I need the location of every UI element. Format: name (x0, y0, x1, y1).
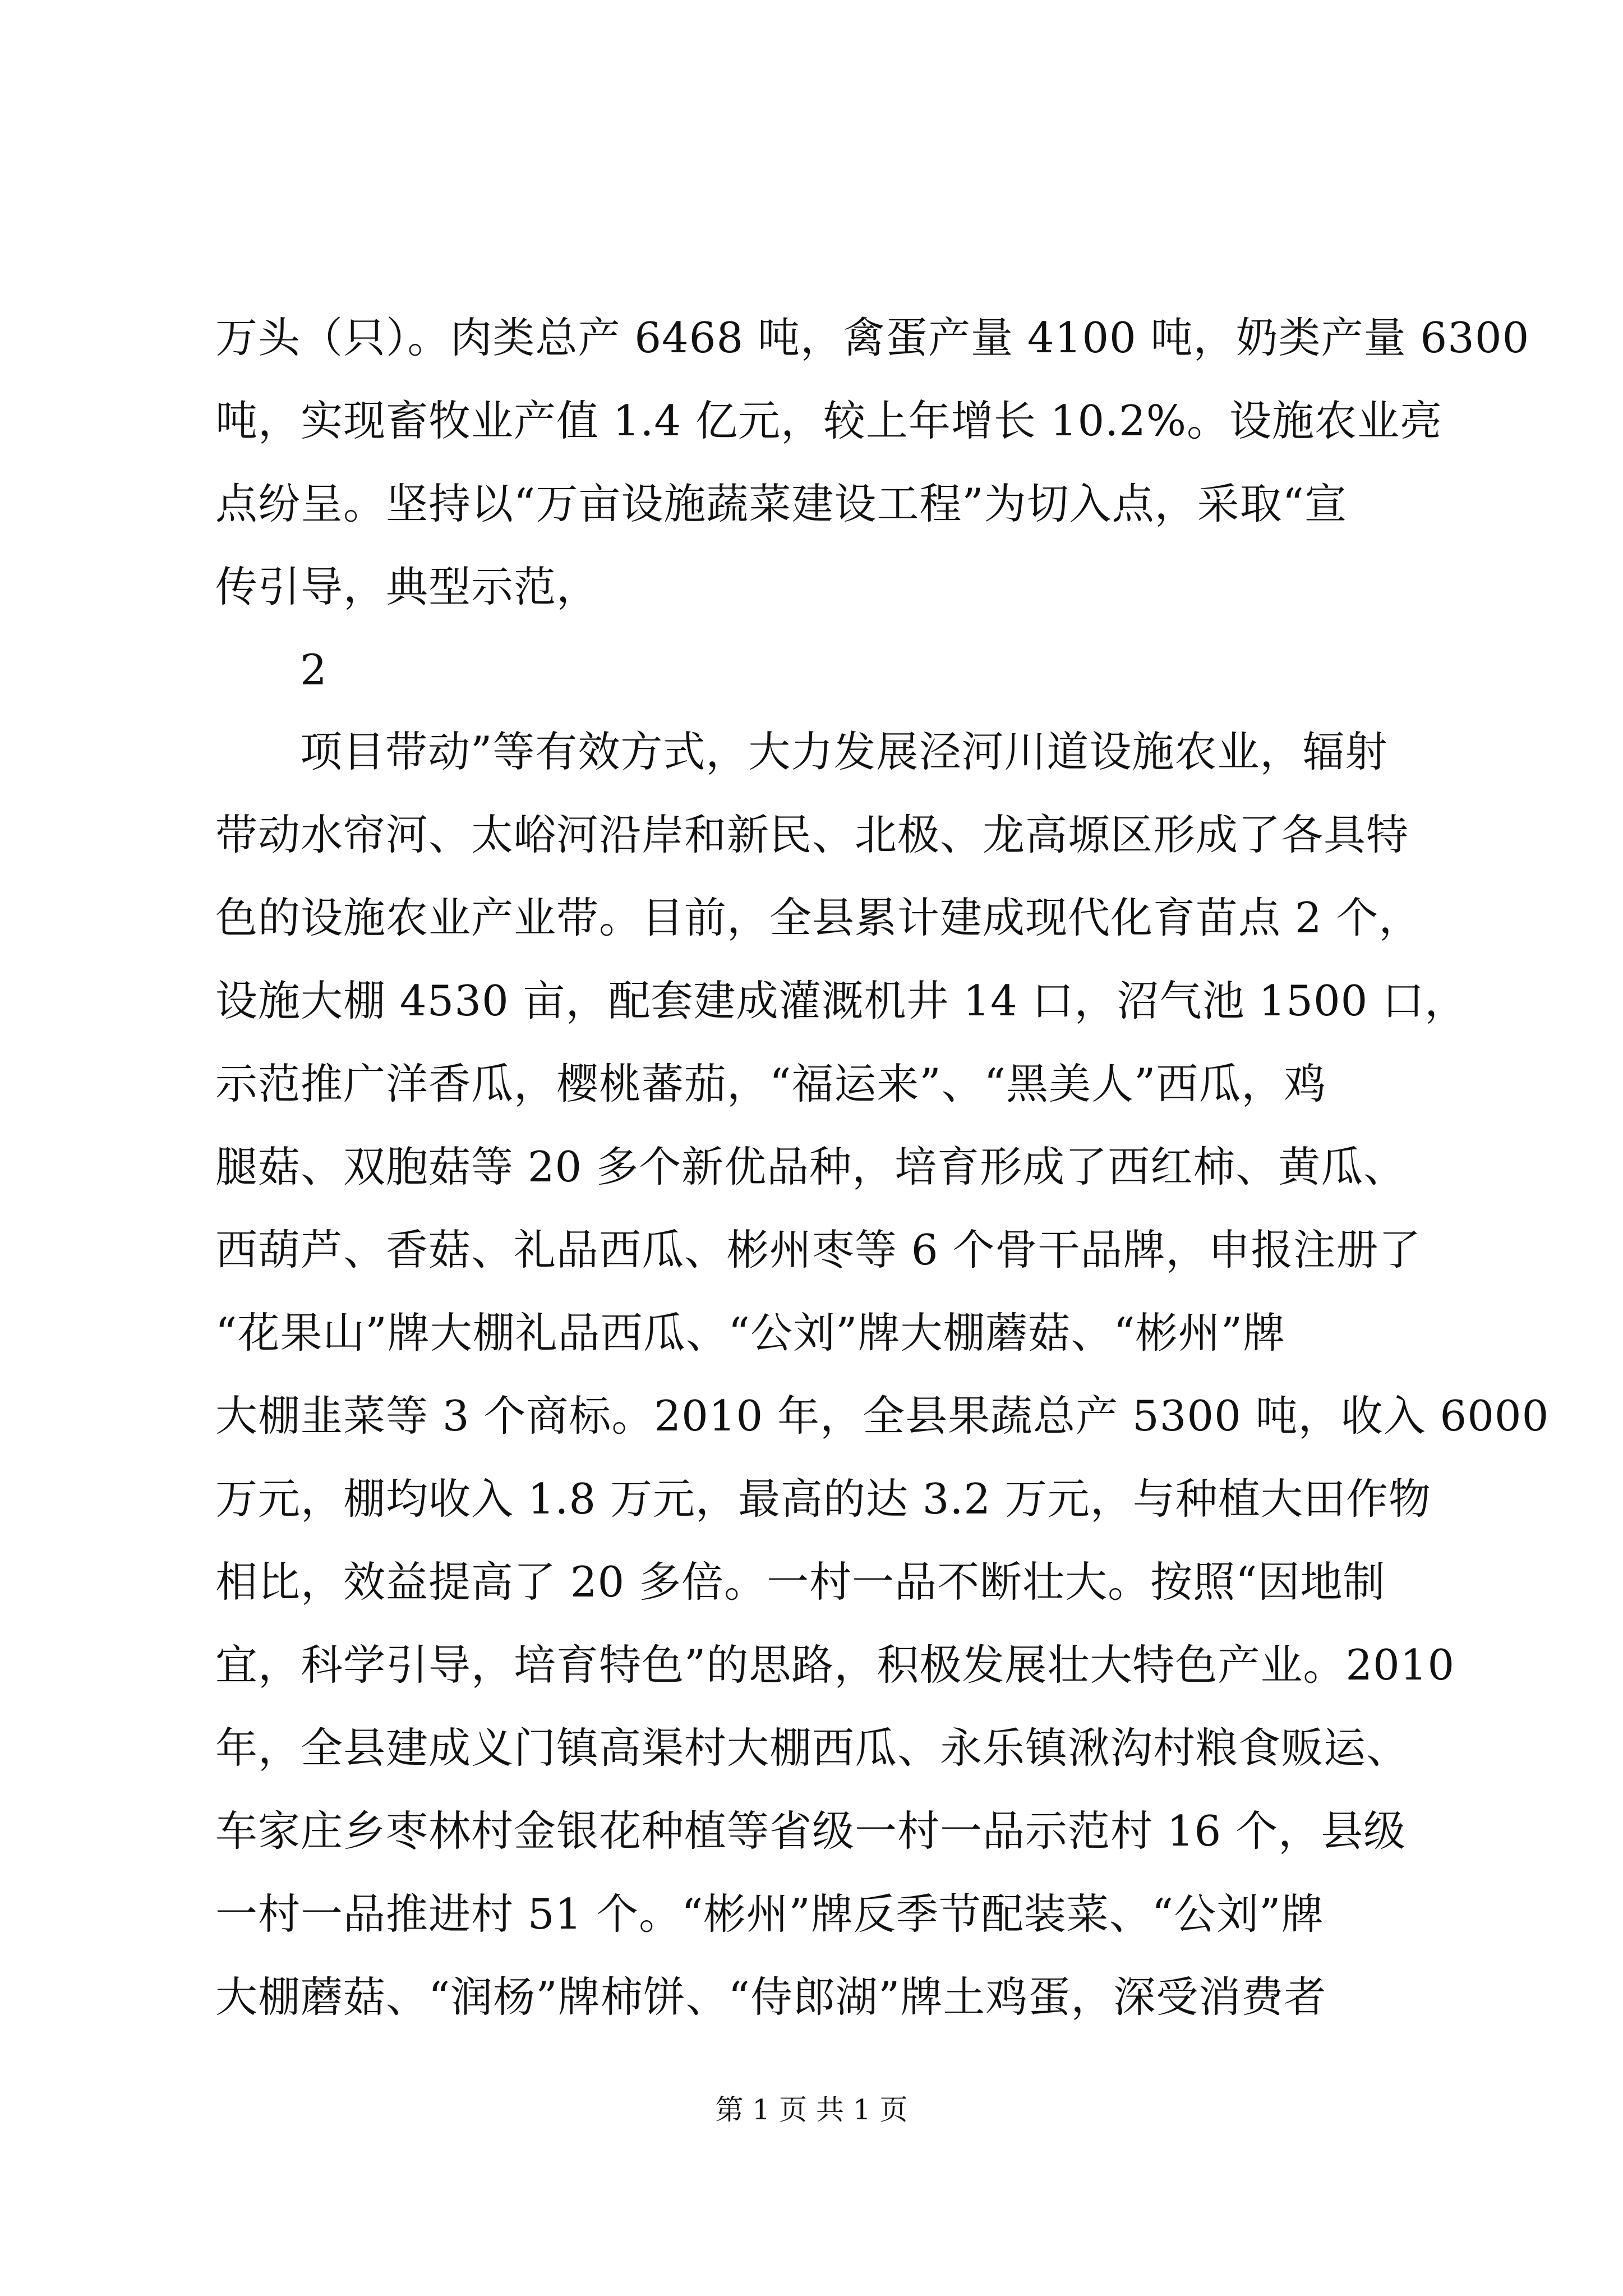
text-line: 大棚蘑菇、“润杨”牌柿饼、“侍郎湖”牌土鸡蛋，深受消费者 (215, 1972, 1327, 2022)
text-line: 点纷呈。坚持以“万亩设施蔬菜建设工程”为切入点，采取“宣 (215, 479, 1348, 528)
text-line: 带动水帘河、太峪河沿岸和新民、北极、龙高塬区形成了各具特 (215, 810, 1409, 859)
text-line: “花果山”牌大棚礼品西瓜、“公刘”牌大棚蘑菇、“彬州”牌 (215, 1308, 1286, 1358)
text-line: 万元，棚均收入 1.8 万元，最高的达 3.2 万元，与种植大田作物 (215, 1474, 1431, 1524)
text-line: 年，全县建成义门镇高渠村大棚西瓜、永乐镇湫沟村粮食贩运、 (215, 1723, 1409, 1773)
page-footer: 第 1 页 共 1 页 (715, 2093, 908, 2126)
text-line: 宜，科学引导，培育特色”的思路，积极发展壮大特色产业。2010 (215, 1640, 1455, 1690)
text-line: 吨，实现畜牧业产值 1.4 亿元，较上年增长 10.2%。设施农业亮 (215, 396, 1443, 445)
text-line: 示范推广洋香瓜，樱桃蕃茄，“福运来”、“黑美人”西瓜，鸡 (215, 1059, 1327, 1108)
page-marker: 2 (300, 645, 328, 694)
text-line: 色的设施农业产业带。目前，全县累计建成现代化育苗点 2 个， (215, 893, 1422, 942)
text-line: 西葫芦、香菇、礼品西瓜、彬州枣等 6 个骨干品牌，申报注册了 (215, 1225, 1422, 1274)
text-line: 一村一品推进村 51 个。“彬州”牌反季节配装菜、“公刘”牌 (215, 1889, 1324, 1939)
text-line: 传引导，典型示范， (215, 562, 600, 611)
text-line: 万头（只）。肉类总产 6468 吨，禽蛋产量 4100 吨，奶类产量 6300 (215, 313, 1530, 362)
paragraph-start-line: 项目带动”等有效方式，大力发展泾河川道设施农业，辐射 (300, 727, 1388, 776)
text-line: 大棚韭菜等 3 个商标。2010 年，全县果蔬总产 5300 吨，收入 6000 (215, 1391, 1550, 1441)
text-line: 车家庄乡枣林村金银花种植等省级一村一品示范村 16 个，县级 (215, 1806, 1407, 1856)
text-line: 腿菇、双胞菇等 20 多个新优品种，培育形成了西红柿、黄瓜、 (215, 1142, 1407, 1191)
text-line: 设施大棚 4530 亩，配套建成灌溉机井 14 口，沼气池 1500 口， (215, 976, 1468, 1025)
text-line: 相比，效益提高了 20 多倍。一村一品不断壮大。按照“因地制 (215, 1557, 1386, 1607)
